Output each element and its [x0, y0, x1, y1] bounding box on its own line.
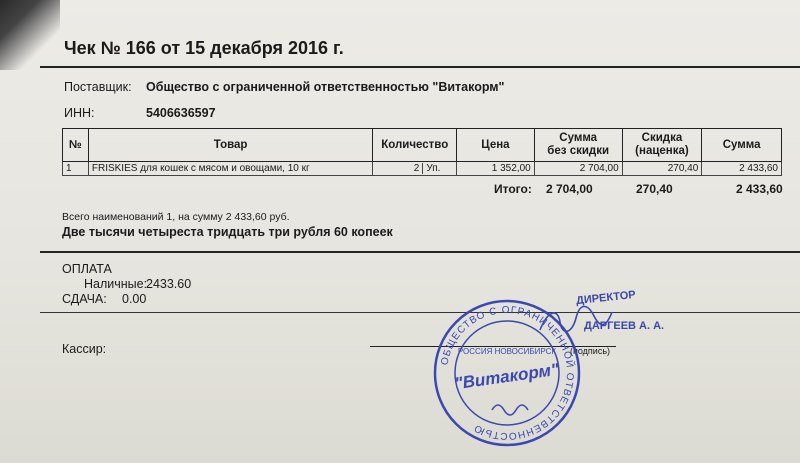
stamp-ring-text: ОБЩЕСТВО С ОГРАНИЧЕННОЙ ОТВЕТСТВЕННОСТЬЮ: [439, 304, 576, 442]
signature-position: ДИРЕКТОР: [575, 288, 637, 308]
title-divider: [40, 66, 800, 68]
cell-qty-value: 2: [373, 163, 423, 174]
supplier-label: Поставщик:: [64, 80, 132, 94]
col-qty: Количество: [373, 129, 457, 162]
col-discount: Скидка (наценка): [622, 129, 702, 162]
cashier-label: Кассир:: [62, 342, 107, 356]
table-header-row: [63, 129, 782, 162]
col-price: Цена: [457, 129, 535, 162]
payment-label: ОПЛАТА: [62, 262, 112, 276]
total-discount: 270,40: [636, 182, 673, 196]
cell-discount: 270,40: [622, 162, 702, 176]
signature-name: ДАРГЕЕВ А. А.: [584, 320, 665, 332]
col-item: Товар: [88, 129, 372, 162]
amount-in-words: Две тысячи четыреста тридцать три рубля 60 копеек: [62, 225, 393, 239]
cell-item: FRISKIES для кошек с мясом и овощами, 10 кг: [88, 162, 372, 176]
table-row: [63, 162, 782, 176]
payment-divider: [40, 312, 800, 313]
inn-value: 5406636597: [146, 106, 216, 120]
page-corner-shadow: [0, 0, 60, 70]
stamp-ornament-icon: [492, 405, 528, 415]
cell-sum-no-discount: 2 704,00: [534, 162, 622, 176]
stamp-inner-text: РОССИЯ НОВОСИБИРСК: [457, 347, 557, 356]
company-stamp: [432, 298, 582, 448]
cell-qty: [373, 162, 457, 176]
cash-label: Наличные:: [84, 277, 148, 291]
receipt-title: Чек № 166 от 15 декабря 2016 г.: [64, 38, 344, 58]
inn-label: ИНН:: [64, 106, 95, 120]
change-label: СДАЧА:: [62, 292, 107, 306]
cell-qty-unit: Уп.: [426, 163, 441, 174]
signature-caption: (подпись): [570, 346, 611, 356]
cash-value: 2433.60: [146, 277, 192, 291]
total-label: Итого:: [494, 182, 532, 196]
stamp-center-text: "Витакорм": [453, 359, 561, 394]
words-divider: [40, 251, 800, 253]
col-sum: Сумма: [702, 129, 782, 162]
supplier-name: Общество с ограниченной ответственностью "Витакорм": [146, 80, 505, 94]
summary-line: Всего наименований 1, на сумму 2 433,60 руб.: [62, 211, 290, 223]
col-sum-no-discount: Сумма без скидки: [534, 129, 622, 162]
cell-sum: 2 433,60: [702, 162, 782, 176]
total-sum: 2 433,60: [736, 182, 783, 196]
total-no-discount: 2 704,00: [546, 182, 593, 196]
cell-price: 1 352,00: [457, 162, 535, 176]
col-num: №: [63, 129, 89, 162]
cell-num: 1: [63, 162, 89, 176]
items-table: [62, 128, 782, 176]
change-value: 0.00: [122, 292, 147, 306]
